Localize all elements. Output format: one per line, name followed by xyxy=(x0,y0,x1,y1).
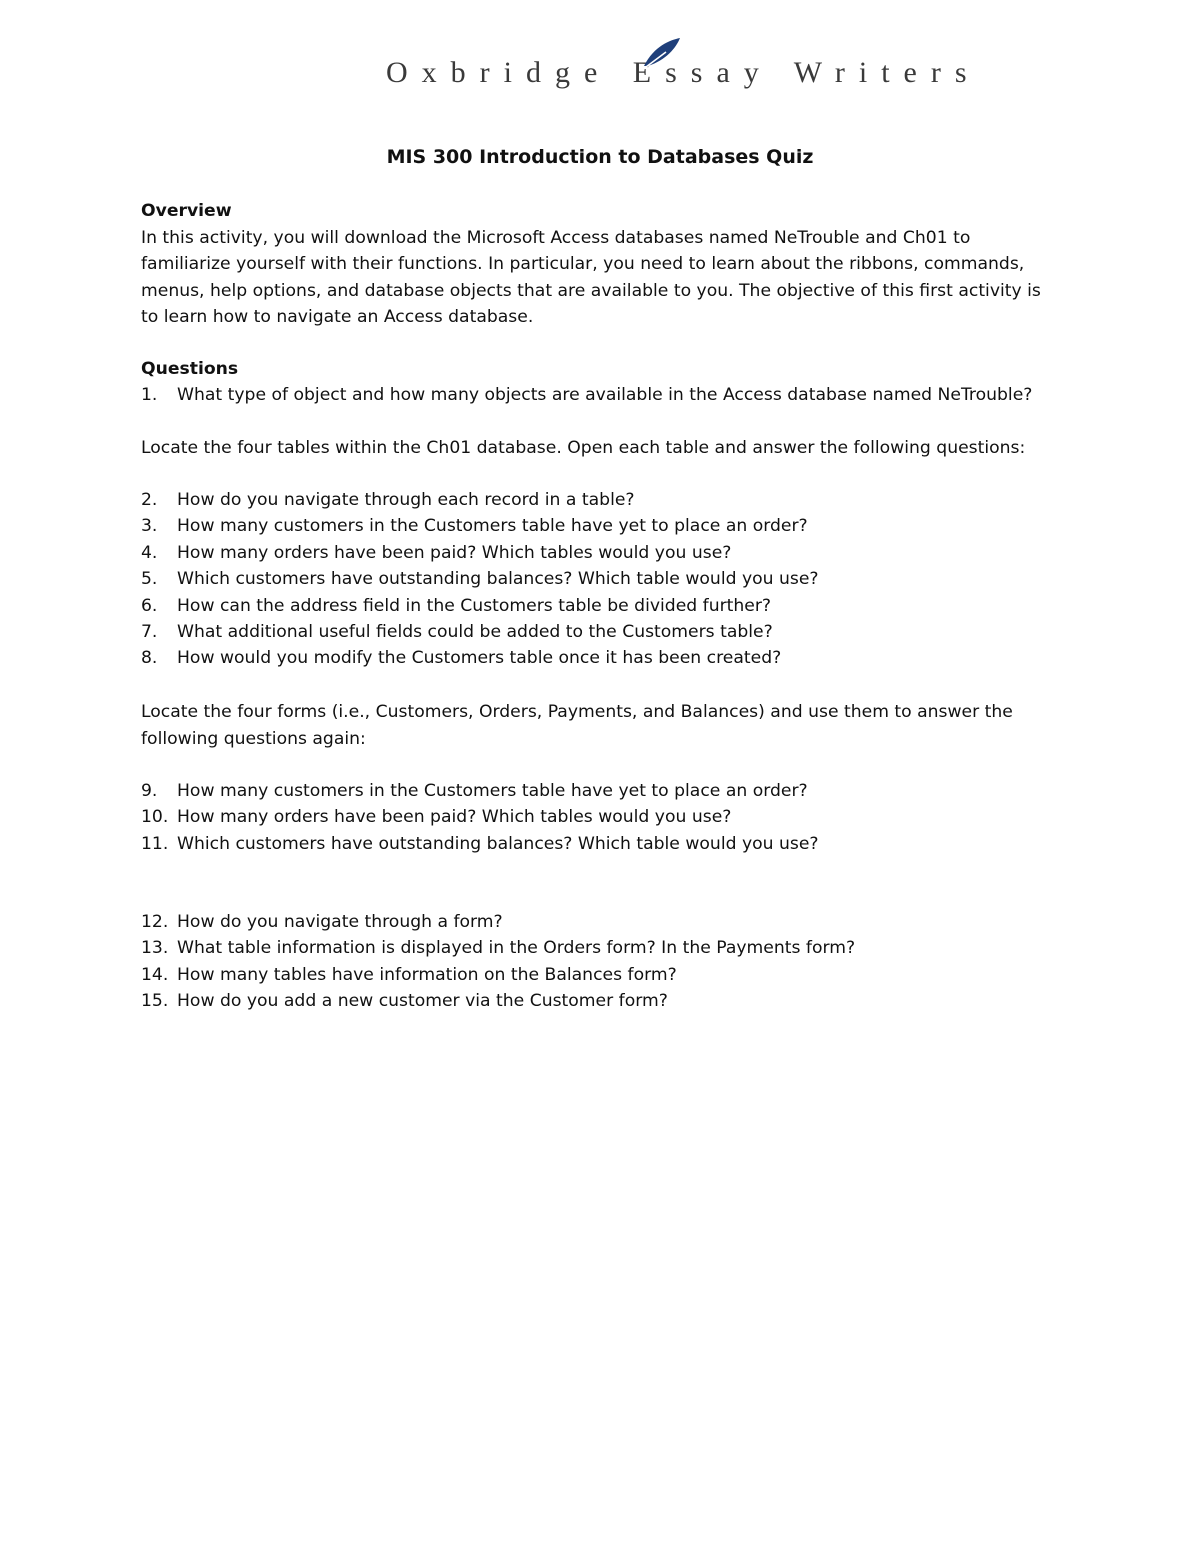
overview-text: In this activity, you will download the Microsoft Access databases named NeTrouble and Ch01 to familiarize yourself with their functions. In particular, you need to learn about the ribbons, commands, menus, help options, and database objects that are available to you. The objective of this first activity is to learn how to navigate an Access database. xyxy=(141,227,1041,328)
question-text: How can the address field in the Customers table be divided further? xyxy=(177,595,772,616)
question-text: How many tables have information on the Balances form? xyxy=(177,964,677,985)
question-item xyxy=(141,566,1081,592)
question-number: 8. xyxy=(141,648,158,669)
question-text: What table information is displayed in the Orders form? In the Payments form? xyxy=(177,938,856,959)
question-number: 15. xyxy=(141,991,169,1012)
header-logo xyxy=(380,36,981,89)
overview-heading: Overview xyxy=(141,201,232,221)
question-list-1 xyxy=(141,382,1081,408)
question-item xyxy=(141,487,1081,513)
question-list-4 xyxy=(141,909,1081,1015)
question-item xyxy=(141,645,1081,671)
questions-heading-block xyxy=(141,356,1051,383)
feather-icon xyxy=(636,36,696,76)
question-text: How many customers in the Customers table have yet to place an order? xyxy=(177,516,808,537)
question-text: How many customers in the Customers table have yet to place an order? xyxy=(177,781,808,801)
question-list-2 xyxy=(141,487,1081,672)
tables-intro: Locate the four tables within the Ch01 database. Open each table and answer the following questions: xyxy=(141,438,1026,458)
question-text: Which customers have outstanding balances? Which table would you use? xyxy=(177,833,819,854)
question-text: How do you add a new customer via the Customer form? xyxy=(177,991,668,1012)
question-text: How do you navigate through each record in a table? xyxy=(177,490,635,510)
question-number: 4. xyxy=(141,542,158,563)
question-item xyxy=(141,778,1081,804)
question-number: 2. xyxy=(141,490,158,510)
question-text: How would you modify the Customers table once it has been created? xyxy=(177,648,782,669)
page-title: MIS 300 Introduction to Databases Quiz xyxy=(386,146,814,168)
question-item xyxy=(141,831,1081,857)
question-text: Which customers have outstanding balances? Which table would you use? xyxy=(177,569,819,590)
question-number: 3. xyxy=(141,516,158,537)
question-list-3 xyxy=(141,778,1081,857)
question-text: What additional useful fields could be added to the Customers table? xyxy=(177,622,773,643)
question-item xyxy=(141,382,1081,408)
question-item xyxy=(141,619,1081,645)
question-number: 13. xyxy=(141,938,169,959)
question-number: 11. xyxy=(141,833,169,854)
overview-section xyxy=(141,198,1051,331)
question-item xyxy=(141,593,1081,619)
question-number: 10. xyxy=(141,807,169,828)
forms-intro: Locate the four forms (i.e., Customers, Orders, Payments, and Balances) and use them to answer the following questions again: xyxy=(141,702,1013,749)
question-text: How many orders have been paid? Which tables would you use? xyxy=(177,807,732,828)
question-number: 5. xyxy=(141,569,158,590)
question-text: What type of object and how many objects are available in the Access database named NeTrouble? xyxy=(177,385,1033,405)
question-number: 9. xyxy=(141,781,158,801)
question-item xyxy=(141,935,1081,961)
question-number: 7. xyxy=(141,622,158,643)
question-number: 1. xyxy=(141,385,158,405)
header-logo-text: Oxbridge Essay Writers xyxy=(386,56,981,89)
question-item xyxy=(141,513,1081,539)
question-item xyxy=(141,962,1081,988)
question-number: 14. xyxy=(141,964,169,985)
question-number: 6. xyxy=(141,595,158,616)
question-number: 12. xyxy=(141,912,169,932)
question-item xyxy=(141,988,1081,1014)
question-item xyxy=(141,909,1081,935)
question-item xyxy=(141,540,1081,566)
question-item xyxy=(141,804,1081,830)
question-text: How do you navigate through a form? xyxy=(177,912,503,932)
question-text: How many orders have been paid? Which tables would you use? xyxy=(177,542,732,563)
questions-heading: Questions xyxy=(141,359,239,379)
